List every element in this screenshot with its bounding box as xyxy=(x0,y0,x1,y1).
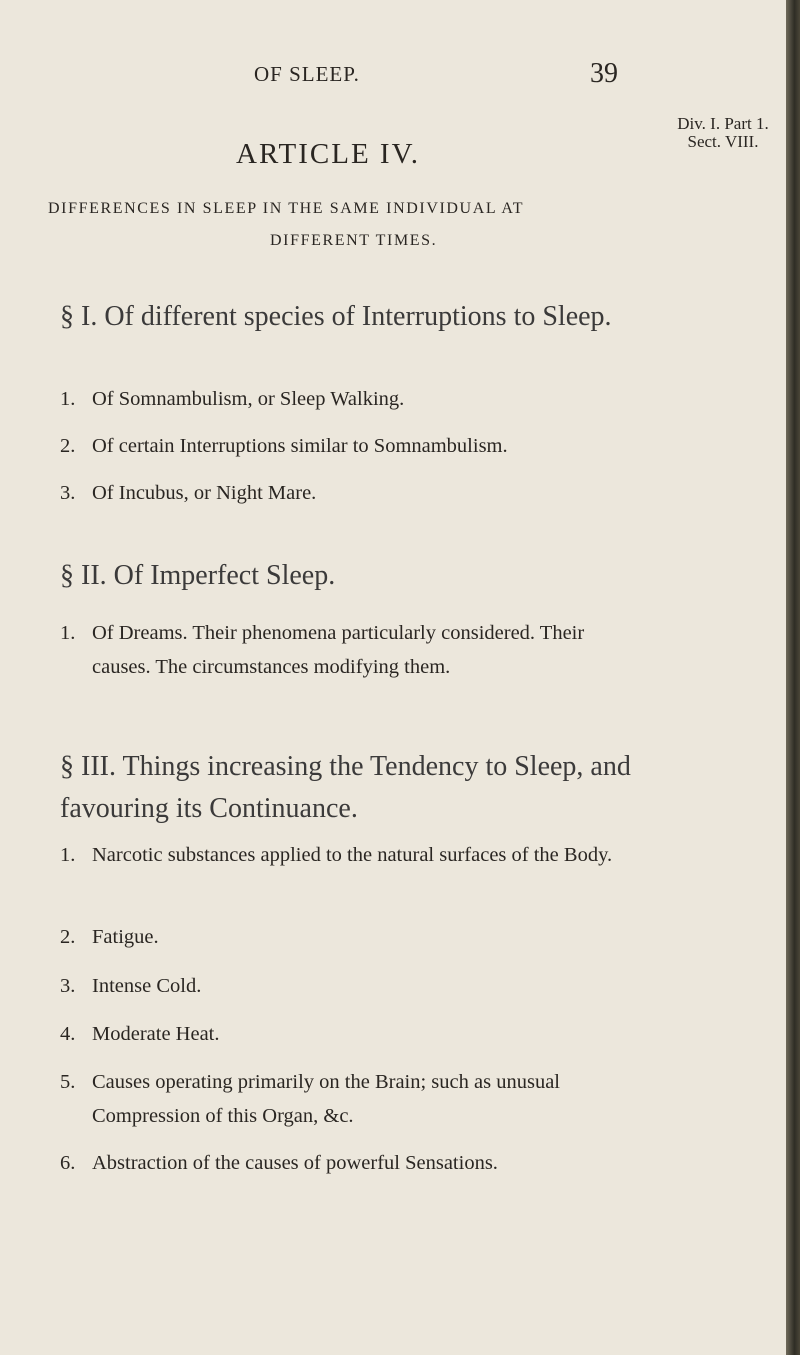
article-title: ARTICLE IV. xyxy=(236,138,421,170)
list-item xyxy=(60,382,640,416)
list-item-text: Of Incubus, or Night Mare. xyxy=(92,482,317,504)
list-item-text: Moderate Heat. xyxy=(92,1023,220,1045)
page-number: 39 xyxy=(590,58,618,89)
list-item-text: Of Somnambulism, or Sleep Walking. xyxy=(92,388,405,410)
list-item-text: Causes operating primarily on the Brain; such as unusual Compression of this Organ, &c. xyxy=(92,1071,560,1127)
list-item-number: 3. xyxy=(60,975,76,997)
list-item xyxy=(60,1017,640,1051)
list-item-text: Of Dreams. Their phenomena particularly considered. Their causes. The circumstances modifying them. xyxy=(92,622,585,678)
margin-note-division: Div. I. Part 1. xyxy=(677,114,769,133)
list-item xyxy=(60,920,640,954)
list-item xyxy=(60,1146,640,1180)
section-heading-2: § II. Of Imperfect Sleep. xyxy=(60,560,336,591)
list-item-number: 1. xyxy=(60,388,76,410)
list-item xyxy=(60,1065,640,1133)
list-item-number: 1. xyxy=(60,622,76,644)
list-item-number: 5. xyxy=(60,1071,76,1093)
list-item xyxy=(60,476,640,510)
list-item-number: 2. xyxy=(60,435,76,457)
list-item-text: Narcotic substances applied to the natural surfaces of the Body. xyxy=(92,844,613,866)
list-item-text: Abstraction of the causes of powerful Sensations. xyxy=(92,1152,498,1174)
list-item xyxy=(60,616,640,684)
list-item xyxy=(60,969,640,1003)
article-subtitle-line1: DIFFERENCES IN SLEEP IN THE SAME INDIVIDUAL AT xyxy=(48,200,525,217)
section-heading-3: § III. Things increasing the Tendency to Sleep, and favouring its Continuance. xyxy=(60,751,631,824)
list-item-number: 6. xyxy=(60,1152,76,1174)
list-item xyxy=(60,838,640,872)
list-item-number: 4. xyxy=(60,1023,76,1045)
article-subtitle-line2: DIFFERENT TIMES. xyxy=(270,232,438,249)
list-item-text: Of certain Interruptions similar to Somnambulism. xyxy=(92,435,508,457)
list-item-text: Intense Cold. xyxy=(92,975,202,997)
list-item xyxy=(60,429,640,463)
section-heading-1: § I. Of different species of Interruptions to Sleep. xyxy=(60,301,612,332)
running-title: OF SLEEP. xyxy=(254,62,360,86)
list-item-number: 2. xyxy=(60,926,76,948)
list-item-number: 1. xyxy=(60,844,76,866)
margin-note-section: Sect. VIII. xyxy=(687,132,759,151)
margin-note xyxy=(648,115,798,151)
list-item-number: 3. xyxy=(60,482,76,504)
list-item-text: Fatigue. xyxy=(92,926,159,948)
